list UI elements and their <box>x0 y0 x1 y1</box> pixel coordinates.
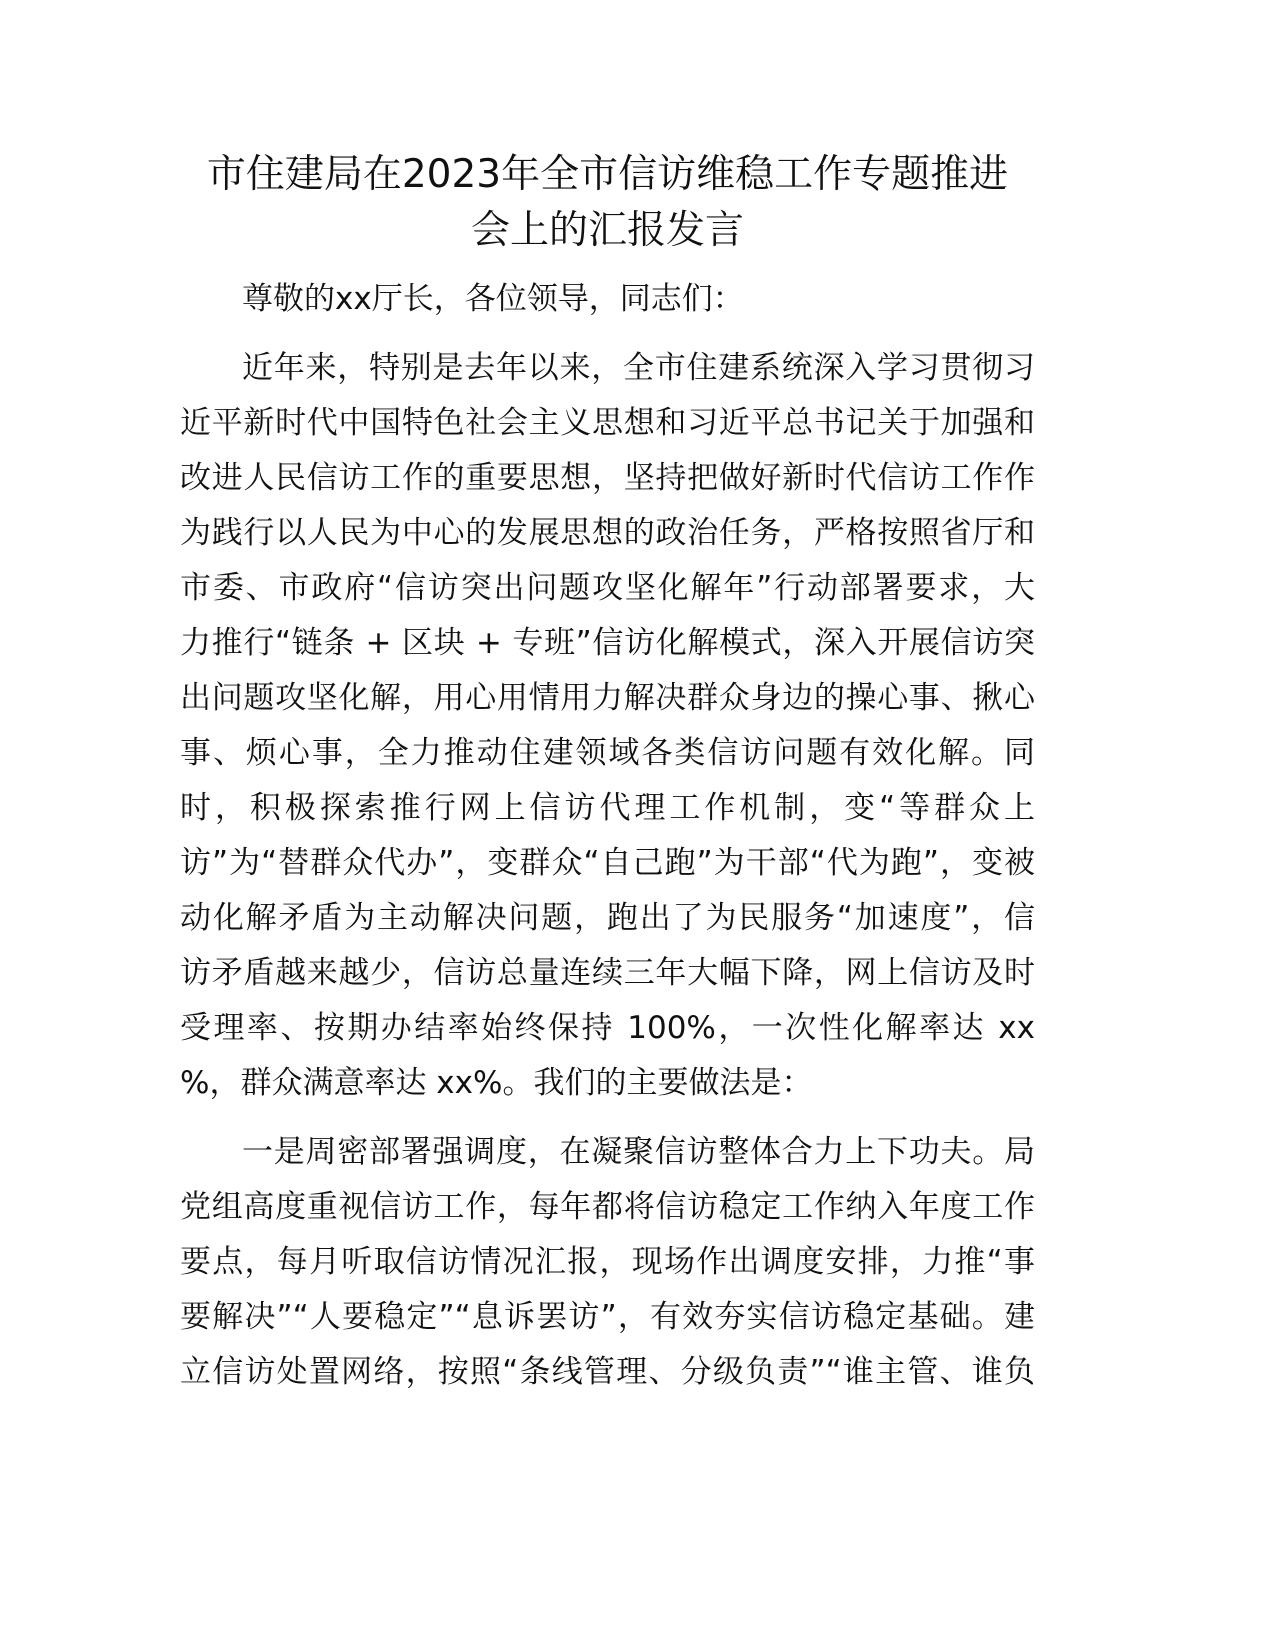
text-line: 近年来，特别是去年以来，全市住建系统深入学习贯彻习 <box>242 350 1035 386</box>
text-line: 时，积极探索推行网上信访代理工作机制，变“等群众上 <box>180 790 1035 826</box>
text-line: 事、烦心事，全力推动住建领域各类信访问题有效化解。同 <box>180 735 1035 771</box>
text-line: %，群众满意率达 xx%。我们的主要做法是： <box>180 1065 813 1101</box>
text-line: 访”为“替群众代办”，变群众“自己跑”为干部“代为跑”，变被 <box>180 845 1035 881</box>
text-line: 为践行以人民为中心的发展思想的政治任务，严格按照省厅和 <box>180 515 1035 551</box>
text-line: 要点，每月听取信访情况汇报，现场作出调度安排，力推“事 <box>180 1244 1035 1280</box>
text-line: 要解决”“人要稳定”“息诉罢访”，有效夯实信访稳定基础。建 <box>180 1299 1035 1335</box>
text-line: 访矛盾越来越少，信访总量连续三年大幅下降，网上信访及时 <box>180 955 1035 991</box>
paragraph-intro <box>180 341 1035 1111</box>
text-line: 改进人民信访工作的重要思想，坚持把做好新时代信访工作作 <box>180 460 1035 496</box>
text-line: 力推行“链条 + 区块 + 专班”信访化解模式，深入开展信访突 <box>180 625 1035 661</box>
text-line: 受理率、按期办结率始终保持 100%，一次性化解率达 xx <box>180 1010 1035 1046</box>
greeting: 尊敬的xx厅长，各位领导，同志们： <box>242 281 744 317</box>
text-line: 动化解矛盾为主动解决问题，跑出了为民服务“加速度”，信 <box>180 900 1035 936</box>
document-title <box>150 147 1065 259</box>
text-line: 近平新时代中国特色社会主义思想和习近平总书记关于加强和 <box>180 405 1035 441</box>
text-line: 出问题攻坚化解，用心用情用力解决群众身边的操心事、揪心 <box>180 680 1035 716</box>
text-line: 党组高度重视信访工作，每年都将信访稳定工作纳入年度工作 <box>180 1189 1035 1225</box>
text-line: 一是周密部署强调度，在凝聚信访整体合力上下功夫。局 <box>242 1134 1035 1170</box>
text-line: 立信访处置网络，按照“条线管理、分级负责”“谁主管、谁负 <box>180 1354 1035 1390</box>
document-body <box>180 272 1035 1400</box>
title-line: 会上的汇报发言 <box>470 208 744 253</box>
paragraph-first-measure <box>180 1125 1035 1400</box>
title-line: 市住建局在2023年全市信访维稳工作专题推进 <box>206 152 1009 197</box>
text-line: 市委、市政府“信访突出问题攻坚化解年”行动部署要求，大 <box>180 570 1035 606</box>
